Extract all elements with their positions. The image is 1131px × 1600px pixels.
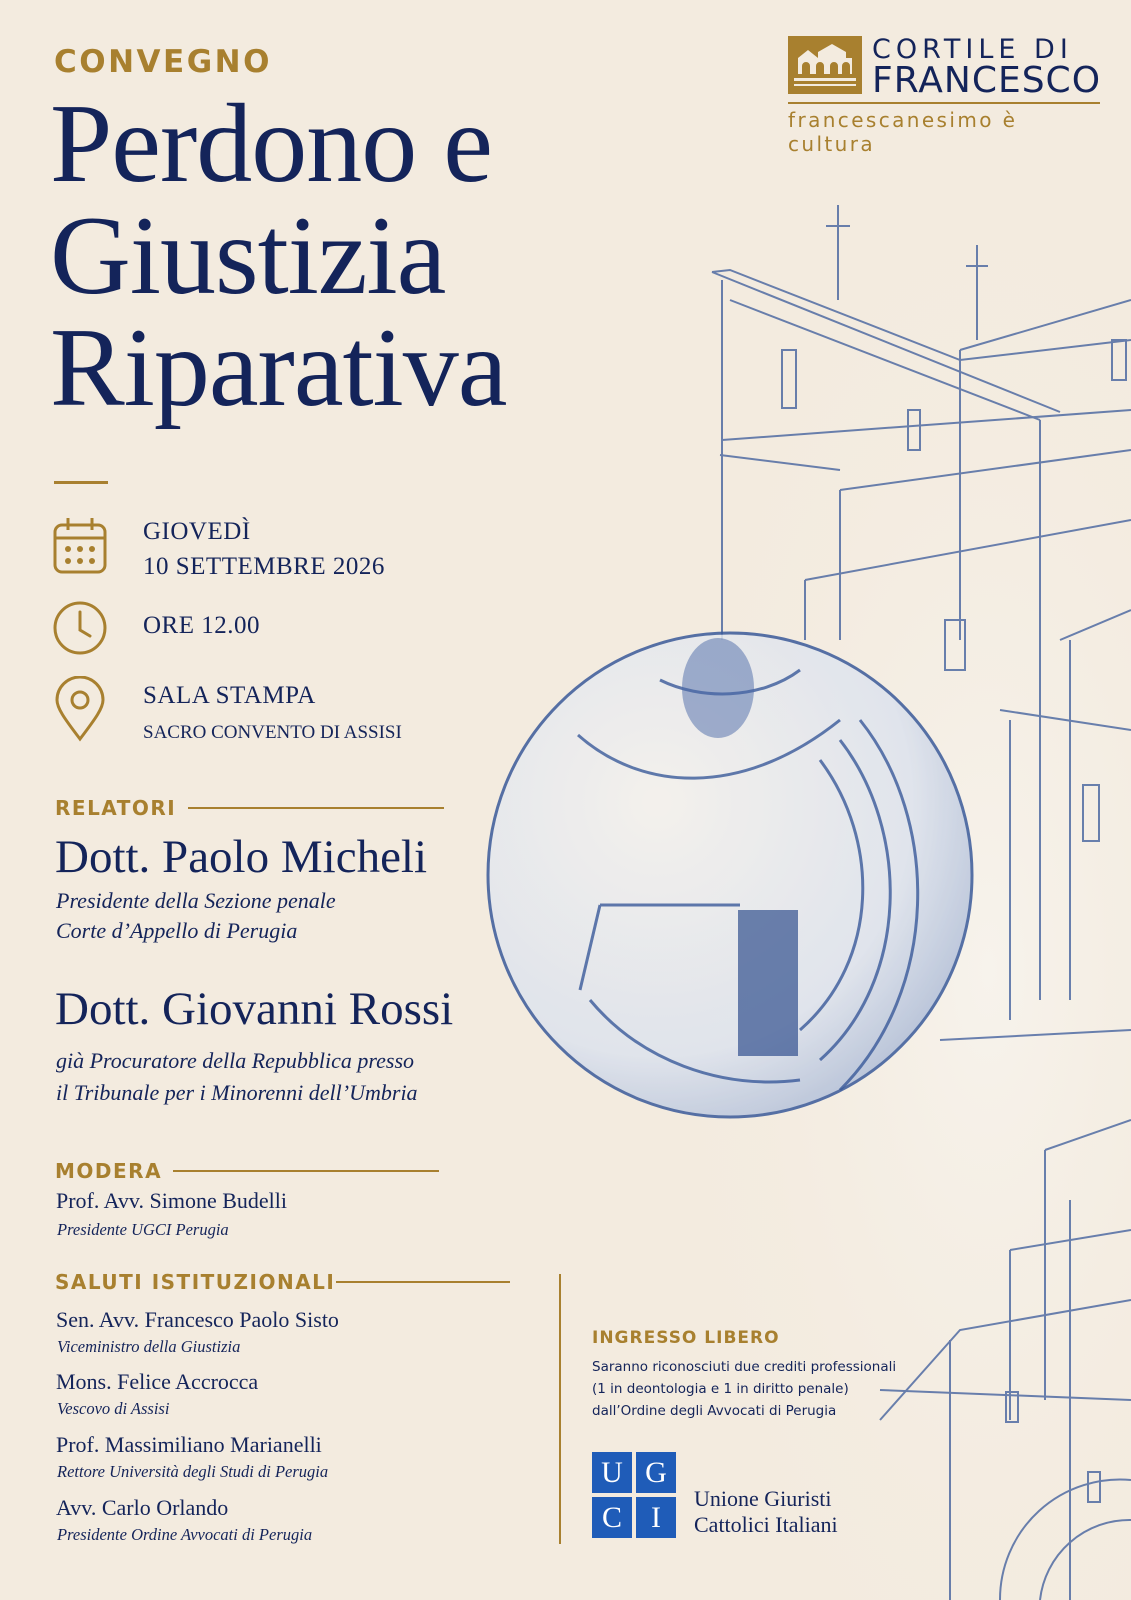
greeter-4-role: Presidente Ordine Avvocati di Perugia (57, 1525, 313, 1544)
saluti-label: SALUTI ISTITUZIONALI (55, 1270, 336, 1294)
credits-note-line-2: (1 in deontologia e 1 in diritto penale) (592, 1381, 849, 1397)
ingresso-label: INGRESSO LIBERO (592, 1328, 780, 1348)
logo-line-2: FRANCESCO (872, 60, 1102, 101)
speaker-2-name: Dott. Giovanni Rossi (55, 983, 454, 1035)
credits-note (592, 1356, 896, 1422)
vertical-divider (559, 1274, 561, 1544)
event-day: GIOVEDÌ (143, 518, 251, 545)
calendar-icon (52, 516, 108, 576)
page-title (50, 82, 507, 430)
greeter-2-name: Mons. Felice Accrocca (56, 1369, 259, 1394)
ugci-letter-u: U (592, 1452, 632, 1493)
relatori-label: RELATORI (55, 796, 177, 820)
cortile-di-francesco-logo (788, 34, 1102, 156)
event-date: 10 SETTEMBRE 2026 (143, 553, 385, 580)
logo-rule (788, 102, 1100, 104)
title-line-2: Giustizia (50, 194, 446, 318)
event-venue-detail: SACRO CONVENTO DI ASSISI (143, 722, 402, 743)
ugci-letter-i: I (636, 1497, 676, 1538)
speaker-2-role-line-1: già Procuratore della Repubblica presso (56, 1048, 415, 1073)
greeter-3-name: Prof. Massimiliano Marianelli (56, 1432, 322, 1457)
basilica-emblem-icon (788, 36, 862, 94)
greeter-4-name: Avv. Carlo Orlando (56, 1495, 229, 1520)
moderator-name: Prof. Avv. Simone Budelli (56, 1188, 287, 1213)
ugci-letter-g: G (636, 1452, 676, 1493)
ugci-logo (592, 1452, 676, 1538)
title-line-3: Riparativa (50, 306, 507, 430)
modera-rule (173, 1170, 439, 1172)
ugci-name-line-2: Cattolici Italiani (694, 1512, 838, 1537)
event-time: ORE 12.00 (143, 612, 260, 639)
credits-note-line-1: Saranno riconosciuti due crediti professionali (592, 1359, 897, 1375)
relatori-rule (188, 807, 444, 809)
ugci-letter-c: C (592, 1497, 632, 1538)
greeter-1-role: Viceministro della Giustizia (57, 1337, 241, 1356)
greeter-2-role: Vescovo di Assisi (57, 1399, 170, 1418)
speaker-1-role-line-2: Corte d’Appello di Perugia (56, 918, 298, 943)
moderator-role: Presidente UGCI Perugia (57, 1220, 229, 1239)
ugci-name-line-1: Unione Giuristi (694, 1486, 832, 1511)
greeter-1-name: Sen. Avv. Francesco Paolo Sisto (56, 1307, 339, 1332)
event-venue: SALA STAMPA (143, 682, 316, 709)
location-pin-icon (54, 676, 106, 742)
greeter-3-role: Rettore Università degli Studi di Perugia (57, 1462, 329, 1481)
speaker-1-name: Dott. Paolo Micheli (55, 831, 428, 883)
modera-label: MODERA (55, 1159, 163, 1183)
title-divider (54, 481, 108, 484)
logo-line-1: CORTILE DI (872, 34, 1073, 65)
credits-note-line-3: dall’Ordine degli Avvocati di Perugia (592, 1403, 837, 1419)
speaker-2-role-line-2: il Tribunale per i Minorenni dell’Umbria (56, 1080, 418, 1105)
title-line-1: Perdono e (50, 82, 493, 206)
saluti-rule (336, 1281, 510, 1283)
event-type-kicker: CONVEGNO (54, 44, 272, 80)
ugci-name (694, 1486, 838, 1538)
clock-icon (52, 600, 108, 656)
logo-tagline: francescanesimo è cultura (788, 108, 1018, 156)
speaker-1-role-line-1: Presidente della Sezione penale (56, 888, 336, 913)
